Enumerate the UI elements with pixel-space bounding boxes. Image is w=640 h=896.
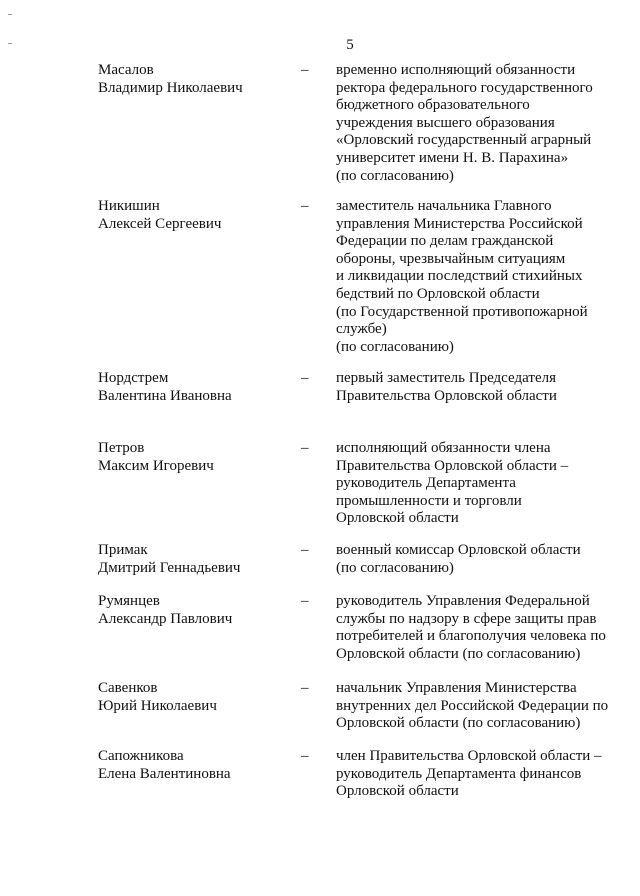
member-surname: Румянцев bbox=[98, 593, 160, 609]
position-line: учреждения высшего образования bbox=[336, 114, 555, 131]
member-name bbox=[98, 370, 288, 405]
position-line: первый заместитель Председателя bbox=[336, 370, 556, 386]
member-given-names: Максим Игоревич bbox=[98, 457, 214, 474]
position-line: Орловской области bbox=[336, 783, 459, 800]
position-line: исполняющий обязанности члена bbox=[336, 440, 551, 456]
member-surname: Масалов bbox=[98, 62, 154, 78]
position-line: потребителей и благополучия человека по bbox=[336, 628, 606, 645]
position-line: руководитель Департамента bbox=[336, 475, 516, 492]
scan-artifact bbox=[8, 14, 12, 15]
member-given-names: Владимир Николаевич bbox=[98, 79, 243, 96]
separator-dash: – bbox=[301, 748, 309, 764]
member-position bbox=[336, 680, 626, 733]
member-given-names: Валентина Ивановна bbox=[98, 387, 232, 404]
member-name bbox=[98, 542, 288, 577]
position-line: начальник Управления Министерства bbox=[336, 680, 577, 696]
position-line: внутренних дел Российской Федерации по bbox=[336, 697, 609, 714]
position-line: Орловской области bbox=[336, 510, 459, 527]
position-line: Правительства Орловской области bbox=[336, 387, 557, 404]
member-position bbox=[336, 748, 626, 801]
separator-dash: – bbox=[301, 370, 309, 386]
member-name bbox=[98, 680, 288, 715]
position-line: ректора федерального государственного bbox=[336, 79, 593, 96]
member-given-names: Юрий Николаевич bbox=[98, 697, 217, 714]
member-name bbox=[98, 62, 288, 97]
member-name bbox=[98, 593, 288, 628]
position-line: университет имени Н. В. Парахина» bbox=[336, 149, 569, 166]
position-line: «Орловский государственный аграрный bbox=[336, 132, 592, 149]
position-line: военный комиссар Орловской области bbox=[336, 542, 581, 558]
position-line: Орловской области (по согласованию) bbox=[336, 645, 581, 662]
position-line: руководитель Департамента финансов bbox=[336, 765, 582, 782]
separator-dash: – bbox=[301, 593, 309, 609]
member-surname: Нордстрем bbox=[98, 370, 169, 386]
member-name bbox=[98, 198, 288, 233]
member-position bbox=[336, 198, 626, 356]
position-line: руководитель Управления Федеральной bbox=[336, 593, 590, 609]
member-position bbox=[336, 440, 626, 528]
separator-dash: – bbox=[301, 440, 309, 456]
position-line: (по согласованию) bbox=[336, 559, 454, 576]
position-line: член Правительства Орловской области – bbox=[336, 748, 602, 764]
member-given-names: Елена Валентиновна bbox=[98, 765, 231, 782]
separator-dash: – bbox=[301, 542, 309, 558]
member-given-names: Александр Павлович bbox=[98, 610, 233, 627]
member-position bbox=[336, 62, 626, 185]
position-line: службы по надзору в сфере защиты прав bbox=[336, 610, 597, 627]
member-given-names: Алексей Сергеевич bbox=[98, 215, 222, 232]
member-position bbox=[336, 542, 626, 577]
position-line: (по согласованию) bbox=[336, 338, 454, 355]
member-position bbox=[336, 370, 626, 405]
member-surname: Никишин bbox=[98, 198, 160, 214]
member-name bbox=[98, 440, 288, 475]
position-line: (по Государственной противопожарной bbox=[336, 303, 588, 320]
member-given-names: Дмитрий Геннадьевич bbox=[98, 559, 241, 576]
position-line: Федерации по делам гражданской bbox=[336, 233, 554, 250]
separator-dash: – bbox=[301, 62, 309, 78]
position-line: управления Министерства Российской bbox=[336, 215, 583, 232]
member-surname: Петров bbox=[98, 440, 145, 456]
position-line: бедствий по Орловской области bbox=[336, 285, 540, 302]
member-surname: Сапожникова bbox=[98, 748, 184, 764]
separator-dash: – bbox=[301, 680, 309, 696]
position-line: (по согласованию) bbox=[336, 167, 454, 184]
position-line: промышленности и торговли bbox=[336, 492, 522, 509]
position-line: обороны, чрезвычайным ситуациям bbox=[336, 250, 566, 267]
member-surname: Савенков bbox=[98, 680, 158, 696]
position-line: бюджетного образовательного bbox=[336, 97, 530, 114]
position-line: службе) bbox=[336, 321, 387, 338]
member-position bbox=[336, 593, 626, 663]
page-number: 5 bbox=[346, 37, 354, 53]
position-line: временно исполняющий обязанности bbox=[336, 62, 576, 78]
member-name bbox=[98, 748, 288, 783]
member-surname: Примак bbox=[98, 542, 148, 558]
position-line: Орловской области (по согласованию) bbox=[336, 715, 581, 732]
position-line: и ликвидации последствий стихийных bbox=[336, 268, 583, 285]
position-line: Правительства Орловской области – bbox=[336, 457, 569, 474]
position-line: заместитель начальника Главного bbox=[336, 198, 552, 214]
separator-dash: – bbox=[301, 198, 309, 214]
